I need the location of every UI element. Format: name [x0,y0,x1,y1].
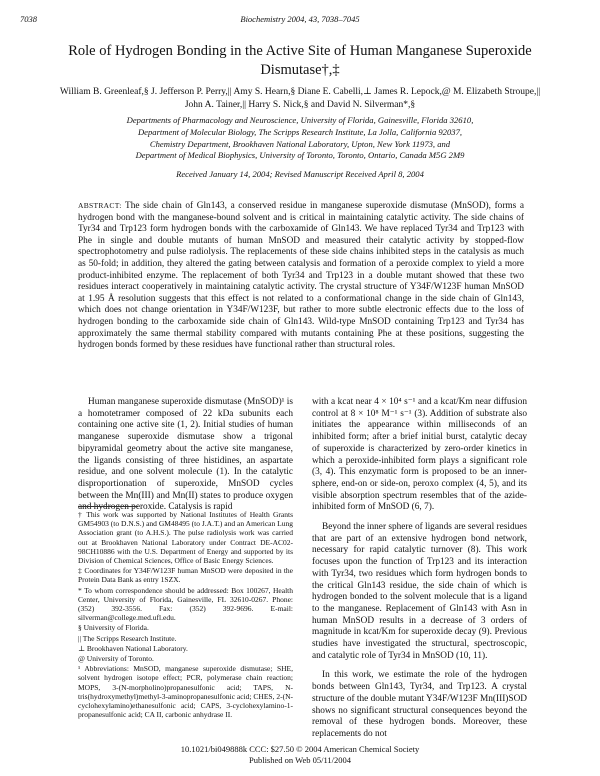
body-paragraph: Human manganese superoxide dismutase (MnSOD)¹ is a homotetramer composed of 22 kDa subunits each containing one active site (1, 2). Initial studies of human manganese superoxide dismutase show a trigonal bipyramidal geometry about the active site manganese, the ligands consisting of three histidines, an aspartate residue, and one solvent molecule (1). In the catalytic disproportionation of superoxide, MnSOD cycles between the Mn(III) and Mn(II) states to produce oxygen and hydrogen peroxide. Catalysis is rapid [78,397,293,513]
received-dates: Received January 14, 2004; Revised Manuscript Received April 8, 2004 [176,169,424,179]
footnote: ⊥ Brookhaven National Laboratory. [78,643,188,653]
affiliations [50,115,550,162]
body-paragraph: Beyond the inner sphere of ligands are several residues that are part of an extensive hydrogen bond network, necessary for rapid catalytic turnover (8). This work focuses upon the function of Trp123 and its interaction with Tyr34, two residues which form hydrogen bonds to the critical Gln143 residue, the side chain of which is hydrogen bonded to the solvent molecule that is a ligand to the manganese. Replacement of Gln143 with Asn in human MnSOD results in a decrease of 3 orders of magnitude in kcat/Km for superoxide decay (9). Previous studies have investigated the structural, spectroscopic, and catalytic role of Tyr34 in MnSOD (10, 11). [312,522,527,661]
page-number: 7038 [20,14,37,24]
page-footer [0,744,600,766]
journal-citation: Biochemistry 2004, 43, 7038–7045 [240,14,360,24]
abstract [78,200,524,352]
footnote: † This work was supported by National Institutes of Health Grants GM54903 (to D.N.S.) and GM48495 (to J.A.T.) and an American Lung Association grant (to A.H.S.). The pulse radiolysis work was carried out at Brookhaven National Laboratory under Contract DE-AC02-98CH10886 with the U.S. Department of Energy and supported by its Division of Chemical Sciences, Office of Basic Energy Sciences. [78,510,293,566]
footnote: @ University of Toronto. [78,654,154,664]
published-line: Published on Web 05/11/2004 [248,755,352,765]
footnote: || The Scripps Research Institute. [78,633,177,643]
affiliation-line: Chemistry Department, Brookhaven National Laboratory, Upton, New York 11973, and [149,138,451,149]
affiliation-line: Department of Molecular Biology, The Scripps Research Institute, La Jolla, California 92037, [137,126,463,137]
body-column-right [312,397,527,741]
author-list: William B. Greenleaf,§ J. Jefferson P. Perry,|| Amy S. Hearn,§ Diane E. Cabelli,⊥ James R. Lepock,@ M. Elizabeth Stroupe,|| John A. Tainer,|| Harry S. Nick,§ and David N. Silverman*,§ [59,87,541,110]
doi-line: 10.1021/bi049888k CCC: $27.50 © 2004 American Chemical Society [180,744,420,754]
footnote: § University of Florida. [78,623,149,633]
footnotes [78,510,293,720]
footnote: ¹ Abbreviations: MnSOD, manganese superoxide dismutase; SHE, solvent hydrogen isotope effect; PCR, polymerase chain reaction; MOPS, 3-(N-morpholino)propanesulfonic acid; TAPS, N-tris(hydroxymethyl)methyl-3-aminopropanesulfonic acid; CHES, 2-(N-cyclohexylamino)ethanesulfonic acid; CAPS, 3-cyclohexylamino-1-propanesulfonic acid; CA II, carbonic anhydrase II. [78,664,293,720]
footnote-divider [78,506,138,507]
abstract-text: The side chain of Gln143, a conserved residue in manganese superoxide dismutase (MnSOD), forms a hydrogen bond with the manganese-bound solvent and is critical in maintaining catalytic activity. The side chains of Tyr34 and Trp123 form hydrogen bonds with the carboxamide of Gln143. We have replaced Tyr34 and Trp123 with Phe in single and double mutants of human MnSOD and measured their catalytic activity by stopped-flow spectrophotometry and pulse radiolysis. The replacements of these side chains inhibited steps in the catalysis as much as 50-fold; in addition, they altered the gating between catalysis and formation of a peroxide complex to yield a more product-inhibited enzyme. The replacement of both Tyr34 and Trp123 in a double mutant showed that these two residues interact cooperatively in maintaining catalytic activity. The crystal structure of Y34F/W123F human MnSOD at 1.95 Å resolution suggests that this effect is not related to a conformational change in the side chain of Gln143, which does not change orientation in Y34F/W123F, but rather to more subtle electronic effects due to the loss of hydrogen bonding to the carboxamide side chain of Gln143. Wild-type MnSOD containing Trp123 and Tyr34 has approximately the same thermal stability compared with mutants containing Phe at these positions, suggesting the hydrogen bonds formed by these residues have functional rather than structural roles. [78,201,524,351]
footnote: * To whom correspondence should be addressed: Box 100267, Health Center, University of Florida, Gainesville, FL 32610-0267. Phone: (352) 392-3556. Fax: (352) 392-9696. E-mail: silverman@college.med.ufl.edu. [78,585,293,623]
article-title: Role of Hydrogen Bonding in the Active Site of Human Manganese Superoxide Dismutase†,‡ [68,43,532,78]
body-column-left [78,397,293,514]
body-paragraph: In this work, we estimate the role of the hydrogen bonds between Gln143, Tyr34, and Trp123. A crystal structure of the double mutant Y34F/W123F Mn(III)SOD shows no significant structural consequences beyond the removal of these hydrogen bonds. Moreover, these replacements do not [312,670,527,739]
footnote: ‡ Coordinates for Y34F/W123F human MnSOD were deposited in the Protein Data Bank as entry 1SZX. [78,566,293,585]
affiliation-line: Department of Medical Biophysics, University of Toronto, Toronto, Ontario, Canada M5G 2M9 [135,150,465,161]
body-paragraph: with a kcat near 4 × 10⁴ s⁻¹ and a kcat/Km near diffusion control at 8 × 10⁸ M⁻¹ s⁻¹ (3). Addition of substrate also initiates the appearance within milliseconds of an inhibited form; after a brief initial burst, catalytic decay of superoxide is characterized by zero-order kinetics in which a peroxide-inhibited form plays a significant role (3, 4). This enzymatic form is proposed to be an inner-sphere, end-on or side-on, peroxo complex (4, 5), and its visible absorption spectrum resembles that of the azide-inhibited form of MnSOD (6, 7). [312,397,527,513]
abstract-label: ABSTRACT: [78,201,122,210]
affiliation-line: Departments of Pharmacology and Neuroscience, University of Florida, Gainesville, Florida 32610, [126,115,474,125]
